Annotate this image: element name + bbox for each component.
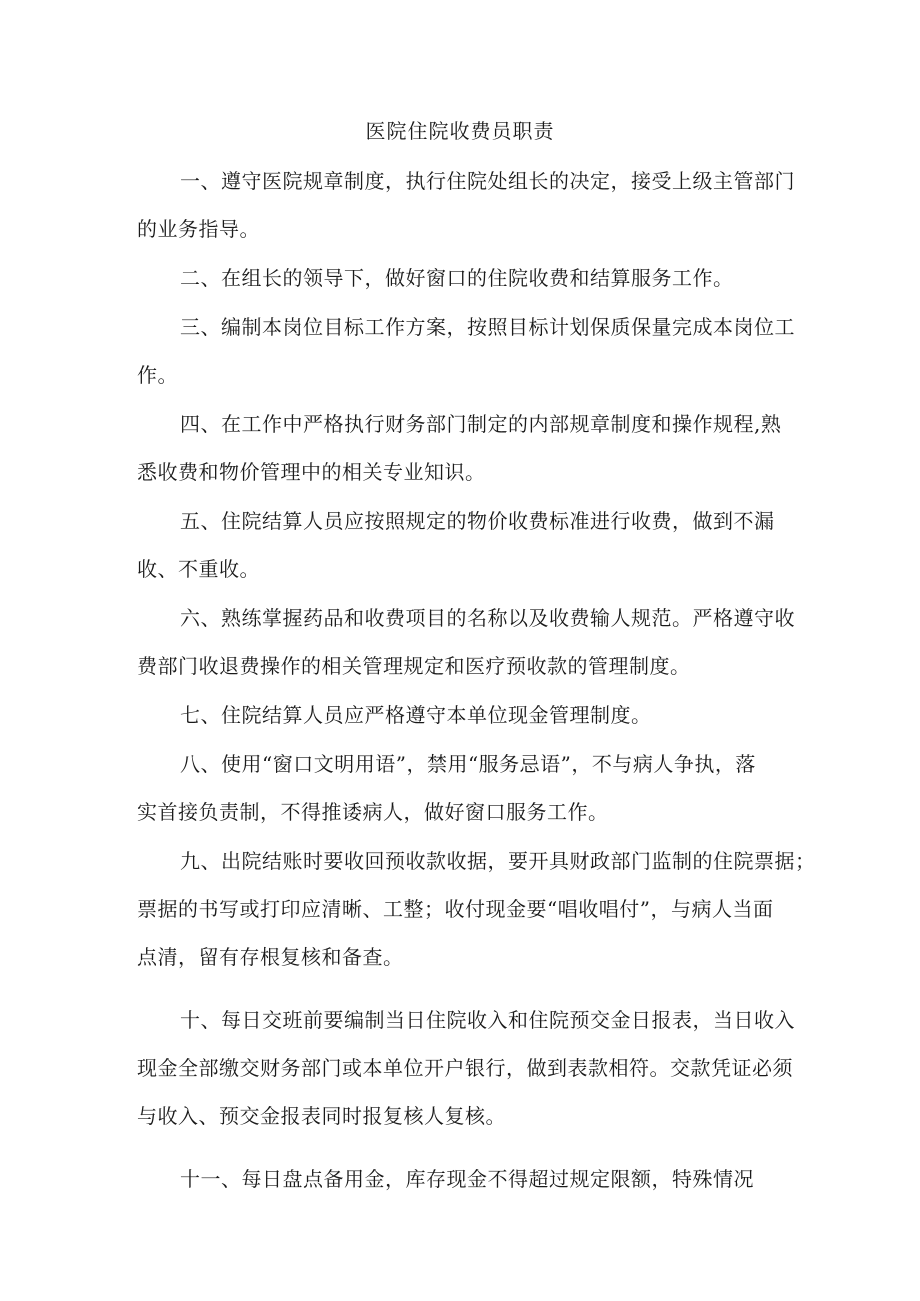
- paragraph-6-line-2: 费部门收退费操作的相关管理规定和医疗预收款的管理制度。: [137, 654, 691, 678]
- paragraph-11-line-1: 十一、每日盘点备用金，库存现金不得超过规定限额，特殊情况: [180, 1167, 754, 1191]
- paragraph-5-line-2: 收、不重收。: [137, 557, 260, 581]
- document-title: 医院住院收费员职责: [365, 119, 555, 143]
- paragraph-9-line-2: 票据的书写或打印应清晰、工整；收付现金要“唱收唱付”，与病人当面: [137, 897, 774, 921]
- paragraph-6-line-1: 六、熟练掌握药品和收费项目的名称以及收费输人规范。严格遵守收: [180, 606, 795, 630]
- paragraph-9-line-3: 点清，留有存根复核和备查。: [137, 945, 404, 969]
- paragraph-5-line-1: 五、住院结算人员应按照规定的物价收费标准进行收费，做到不漏: [180, 509, 775, 533]
- paragraph-3-line-1: 三、编制本岗位目标工作方案，按照目标计划保质保量完成本岗位工: [180, 315, 795, 339]
- paragraph-10-line-2: 现金全部缴交财务部门或本单位开户银行，做到表款相符。交款凭证必须: [137, 1056, 793, 1080]
- paragraph-4-line-1: 四、在工作中严格执行财务部门制定的内部规章制度和操作规程,熟: [180, 412, 782, 436]
- paragraph-10-line-3: 与收入、预交金报表同时报复核人复核。: [137, 1104, 506, 1128]
- paragraph-1-line-1: 一、遵守医院规章制度，执行住院处组长的决定，接受上级主管部门: [180, 169, 795, 193]
- paragraph-9-line-1: 九、出院结账时要收回预收款收据，要开具财政部门监制的住院票据；: [180, 849, 816, 873]
- paragraph-8-line-1: 八、使用“窗口文明用语”，禁用“服务忌语”，不与病人争执，落: [180, 752, 756, 776]
- paragraph-1-line-2: 的业务指导。: [137, 217, 260, 241]
- paragraph-2-line-1: 二、在组长的领导下，做好窗口的住院收费和结算服务工作。: [180, 266, 734, 290]
- paragraph-8-line-2: 实首接负责制，不得推诿病人，做好窗口服务工作。: [137, 800, 609, 824]
- paragraph-4-line-2: 悉收费和物价管理中的相关专业知识。: [137, 460, 486, 484]
- paragraph-3-line-2: 作。: [137, 363, 178, 387]
- paragraph-10-line-1: 十、每日交班前要编制当日住院收入和住院预交金日报表，当日收入: [180, 1008, 795, 1032]
- paragraph-7-line-1: 七、住院结算人员应严格遵守本单位现金管理制度。: [180, 703, 652, 727]
